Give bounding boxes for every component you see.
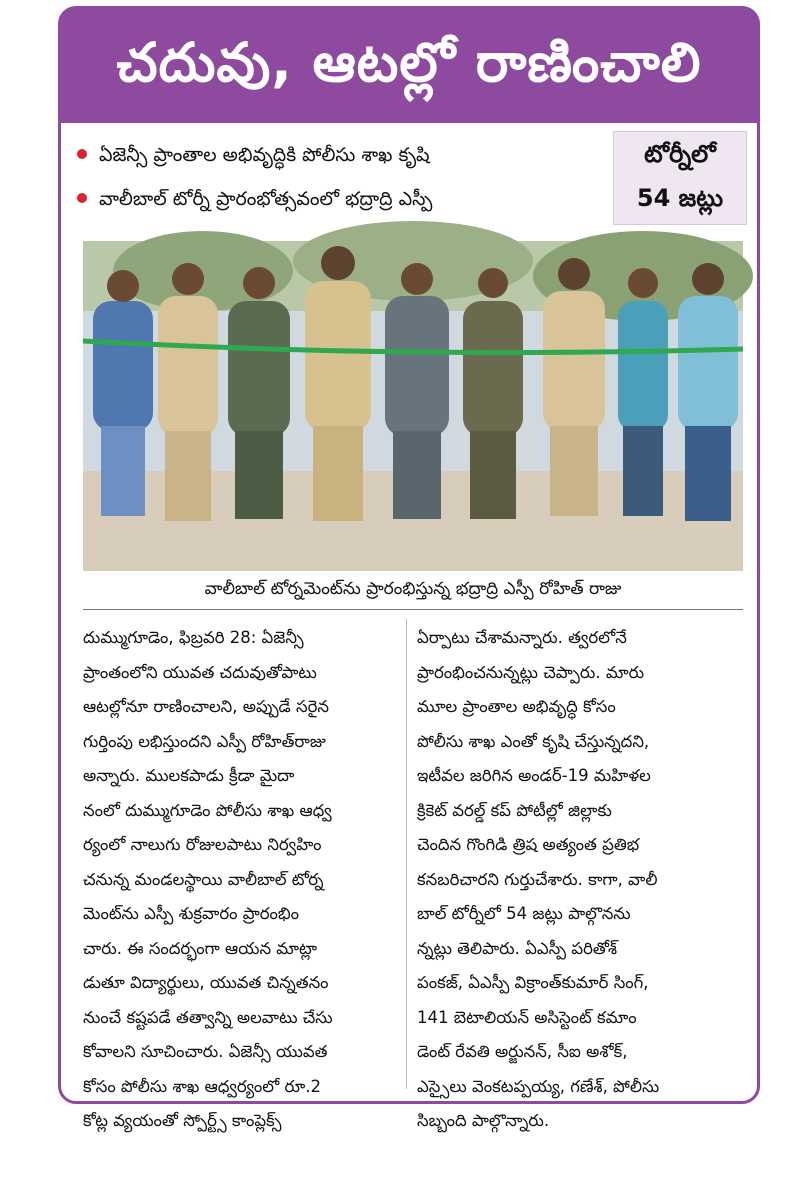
article-line: కనబరిచారని గుర్తుచేశారు. కాగా, వాలీ [417,869,658,889]
article-line: ప్రారంభించనున్నట్లు చెప్పారు. మారు [417,662,645,682]
headline-band [61,9,757,123]
subhead-text: వాలీబాల్ టోర్నీ ప్రారంభోత్సవంలో భద్రాద్రి ఎస్పీ [99,188,433,210]
event-photo [83,241,743,571]
article-line: సిబ్బంది పాల్గొన్నారు. [417,1111,550,1130]
article-frame [58,6,760,1130]
highlight-line: 54 జట్లు [636,184,724,212]
bullet-icon [77,193,87,203]
article-line: నుంచే కష్టపడే తత్వాన్ని అలవాటు చేసు [83,1007,333,1027]
article-line: కోవాలని సూచించారు. ఏజెన్సీ యువత [83,1042,328,1061]
subheads [73,133,603,221]
article-line: చారు. ఈ సందర్భంగా ఆయన మాట్లా [83,938,318,958]
article-line: ర్యంలో నాలుగు రోజులపాటు నిర్వహిం [83,835,322,854]
article-line: 141 బెటాలియన్ అసిస్టెంట్ కమాం [417,1007,637,1027]
headline: చదువు, ఆటల్లో రాణించాలి [116,31,702,94]
subhead [73,133,603,177]
article-line: న్నట్లు తెలిపారు. ఏఎస్పీ పరితోశ్ [417,938,618,958]
article-line: మెంట్‌ను ఎస్పీ శుక్రవారం ప్రారంభిం [83,904,299,923]
article-line: డెంట్ రేవతి అర్జునన్, సీఐ అశోక్, [417,1042,628,1061]
highlight-box [613,131,747,225]
article-line: గుర్తింపు లభిస్తుందని ఎస్పీ రోహిత్‌రాజు [83,731,326,751]
article-line: నంలో దుమ్ముగూడెం పోలీసు శాఖ ఆధ్వ [83,800,332,820]
article-column-right [417,621,735,1139]
article-line: ఆటల్లోనూ రాణించాలని, అప్పుడే సరైన [83,697,329,716]
article-line: క్రికెట్ వరల్డ్ కప్ పోటీల్లో జిల్లాకు [417,800,612,820]
article-line: అన్నారు. ములకపాడు క్రీడా మైదా [83,766,295,785]
article-line: చనున్న మండలస్థాయి వాలీబాల్ టోర్న [83,869,324,889]
article-line: కోసం పోలీసు శాఖ ఆధ్వర్యంలో రూ.2 [83,1076,321,1096]
article-line: చెందిన గొంగిడి త్రిష అత్యంత ప్రతిభ [417,835,640,854]
article-line: ఎస్సైలు వెంకటప్పయ్య, గణేశ్, పోలీసు [417,1076,660,1096]
column-divider [406,619,407,1089]
article-line: కోట్ల వ్యయంతో స్పోర్ట్స్ కాంప్లెక్స్ [83,1111,282,1130]
divider [83,609,743,610]
article-line: బాల్ టోర్నీలో 54 జట్లు పాల్గొనను [417,904,631,923]
article-line: ఏర్పాటు చేశామన్నారు. త్వరలోనే [417,628,627,647]
article-column-left [83,621,401,1139]
article-line: పోలీసు శాఖ ఎంతో కృషి చేస్తున్నదని, [417,731,650,751]
photo-illustration [83,241,743,571]
highlight-line: టోర్నీలో [644,140,716,168]
article-line: మూల ప్రాంతాల అభివృద్ధి కోసం [417,697,616,716]
article-line: ఇటీవల జరిగిన అండర్-19 మహిళల [417,766,651,785]
photo-caption: వాలీబాల్ టోర్నమెంట్‌ను ప్రారంభిస్తున్న భద్రాద్రి ఎస్పీ రోహిత్ రాజు [204,579,622,599]
article-line: డుతూ విద్యార్థులు, యువత చిన్నతనం [83,973,329,992]
subhead [73,177,603,221]
article-line: ప్రాంతంలోని యువత చదువుతోపాటు [83,662,317,682]
article-line: దుమ్ముగూడెం, ఫిబ్రవరి 28: ఏజెన్సీ [83,628,304,647]
bullet-icon [77,149,87,159]
article-line: పంకజ్, ఏఎస్పీ విక్రాంత్‌కుమార్ సింగ్, [417,973,649,992]
subhead-text: ఏజెన్సీ ప్రాంతాల అభివృద్ధికి పోలీసు శాఖ కృషి [99,144,430,166]
